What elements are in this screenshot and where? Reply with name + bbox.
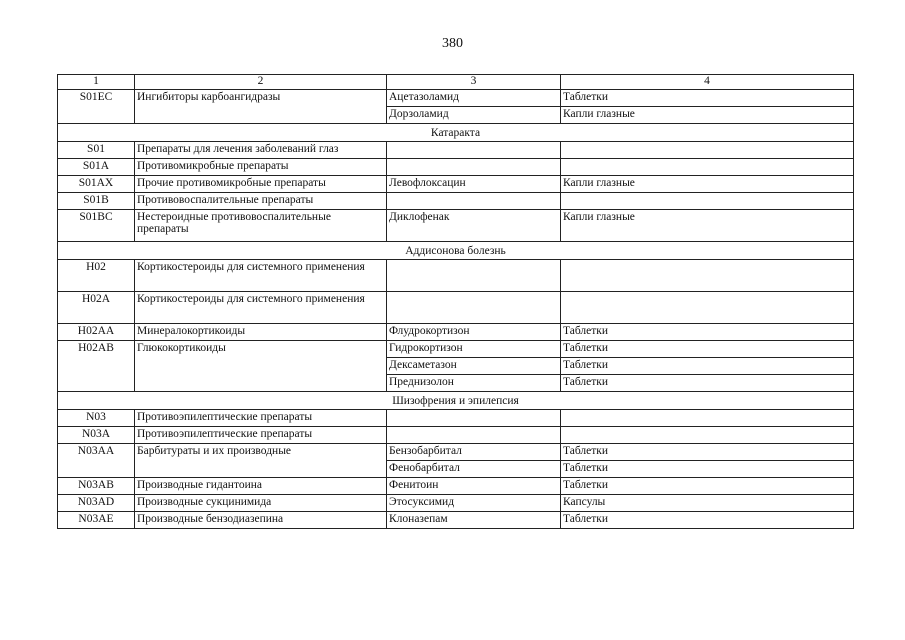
atc-code-cell: H02 xyxy=(58,260,135,292)
drug-table xyxy=(57,74,854,529)
table-row xyxy=(58,260,854,292)
section-title: Катаракта xyxy=(58,124,854,142)
dosage-form-cell: Капсулы xyxy=(561,495,854,512)
group-name-cell: Глюкокортикоиды xyxy=(135,341,387,392)
table-row xyxy=(58,495,854,512)
group-name-cell: Ингибиторы карбоангидразы xyxy=(135,90,387,124)
dosage-form-cell: Таблетки xyxy=(561,375,854,392)
dosage-form-cell xyxy=(561,260,854,292)
drug-name-cell: Гидрокортизон xyxy=(387,341,561,358)
table-row xyxy=(58,512,854,529)
dosage-form-cell: Таблетки xyxy=(561,461,854,478)
section-row xyxy=(58,392,854,410)
dosage-form-cell: Таблетки xyxy=(561,358,854,375)
drug-name-cell xyxy=(387,142,561,159)
group-name-cell: Производные бензодиазепина xyxy=(135,512,387,529)
table-row xyxy=(58,159,854,176)
drug-name-cell: Ацетазоламид xyxy=(387,90,561,107)
table-row xyxy=(58,193,854,210)
atc-code-cell: N03 xyxy=(58,410,135,427)
table-row xyxy=(58,292,854,324)
dosage-form-cell: Капли глазные xyxy=(561,210,854,242)
page-number: 380 xyxy=(442,36,463,51)
group-name-cell: Кортикостероиды для системного применения xyxy=(135,260,387,292)
atc-code-cell: S01AX xyxy=(58,176,135,193)
drug-name-cell xyxy=(387,427,561,444)
atc-code-cell: H02AB xyxy=(58,341,135,392)
table-row xyxy=(58,478,854,495)
dosage-form-cell: Таблетки xyxy=(561,341,854,358)
group-name-cell: Минералокортикоиды xyxy=(135,324,387,341)
drug-name-cell: Дексаметазон xyxy=(387,358,561,375)
column-header: 4 xyxy=(561,75,854,90)
drug-name-cell xyxy=(387,159,561,176)
drug-name-cell: Клоназепам xyxy=(387,512,561,529)
group-name-cell: Противоэпилептические препараты xyxy=(135,427,387,444)
dosage-form-cell xyxy=(561,142,854,159)
dosage-form-cell: Таблетки xyxy=(561,478,854,495)
drug-name-cell: Диклофенак xyxy=(387,210,561,242)
atc-code-cell: N03AE xyxy=(58,512,135,529)
dosage-form-cell xyxy=(561,193,854,210)
dosage-form-cell xyxy=(561,427,854,444)
atc-code-cell: S01BC xyxy=(58,210,135,242)
table-row xyxy=(58,142,854,159)
drug-name-cell xyxy=(387,410,561,427)
drug-name-cell xyxy=(387,292,561,324)
drug-name-cell: Левофлоксацин xyxy=(387,176,561,193)
drug-name-cell: Фенобарбитал xyxy=(387,461,561,478)
column-header: 1 xyxy=(58,75,135,90)
dosage-form-cell: Таблетки xyxy=(561,444,854,461)
dosage-form-cell: Капли глазные xyxy=(561,176,854,193)
header-row xyxy=(58,75,854,90)
dosage-form-cell: Капли глазные xyxy=(561,107,854,124)
atc-code-cell: H02A xyxy=(58,292,135,324)
atc-code-cell: S01B xyxy=(58,193,135,210)
dosage-form-cell xyxy=(561,410,854,427)
table-row xyxy=(58,410,854,427)
table-row xyxy=(58,444,854,461)
column-header: 2 xyxy=(135,75,387,90)
drug-name-cell: Этосуксимид xyxy=(387,495,561,512)
drug-name-cell: Преднизолон xyxy=(387,375,561,392)
dosage-form-cell xyxy=(561,159,854,176)
drug-name-cell: Бензобарбитал xyxy=(387,444,561,461)
dosage-form-cell xyxy=(561,292,854,324)
atc-code-cell: S01EC xyxy=(58,90,135,124)
table-row xyxy=(58,90,854,107)
group-name-cell: Препараты для лечения заболеваний глаз xyxy=(135,142,387,159)
atc-code-cell: N03AD xyxy=(58,495,135,512)
drug-name-cell: Фенитоин xyxy=(387,478,561,495)
group-name-cell: Противоэпилептические препараты xyxy=(135,410,387,427)
dosage-form-cell: Таблетки xyxy=(561,512,854,529)
drug-name-cell xyxy=(387,193,561,210)
group-name-cell: Противомикробные препараты xyxy=(135,159,387,176)
atc-code-cell: H02AA xyxy=(58,324,135,341)
section-title: Аддисонова болезнь xyxy=(58,242,854,260)
group-name-cell: Кортикостероиды для системного применения xyxy=(135,292,387,324)
atc-code-cell: N03A xyxy=(58,427,135,444)
group-name-cell: Производные сукцинимида xyxy=(135,495,387,512)
atc-code-cell: S01 xyxy=(58,142,135,159)
table-row xyxy=(58,427,854,444)
group-name-cell: Противовоспалительные препараты xyxy=(135,193,387,210)
table-row xyxy=(58,176,854,193)
drug-name-cell: Дорзоламид xyxy=(387,107,561,124)
table-row xyxy=(58,341,854,358)
section-row xyxy=(58,242,854,260)
table-row xyxy=(58,324,854,341)
table-body xyxy=(58,75,854,529)
dosage-form-cell: Таблетки xyxy=(561,90,854,107)
atc-code-cell: N03AB xyxy=(58,478,135,495)
drug-name-cell xyxy=(387,260,561,292)
drug-name-cell: Флудрокортизон xyxy=(387,324,561,341)
atc-code-cell: N03AA xyxy=(58,444,135,478)
group-name-cell: Барбитураты и их производные xyxy=(135,444,387,478)
section-row xyxy=(58,124,854,142)
section-title: Шизофрения и эпилепсия xyxy=(58,392,854,410)
group-name-cell: Прочие противомикробные препараты xyxy=(135,176,387,193)
column-header: 3 xyxy=(387,75,561,90)
atc-code-cell: S01A xyxy=(58,159,135,176)
dosage-form-cell: Таблетки xyxy=(561,324,854,341)
group-name-cell: Нестероидные противовоспалительные препараты xyxy=(135,210,387,242)
group-name-cell: Производные гидантоина xyxy=(135,478,387,495)
table-row xyxy=(58,210,854,242)
